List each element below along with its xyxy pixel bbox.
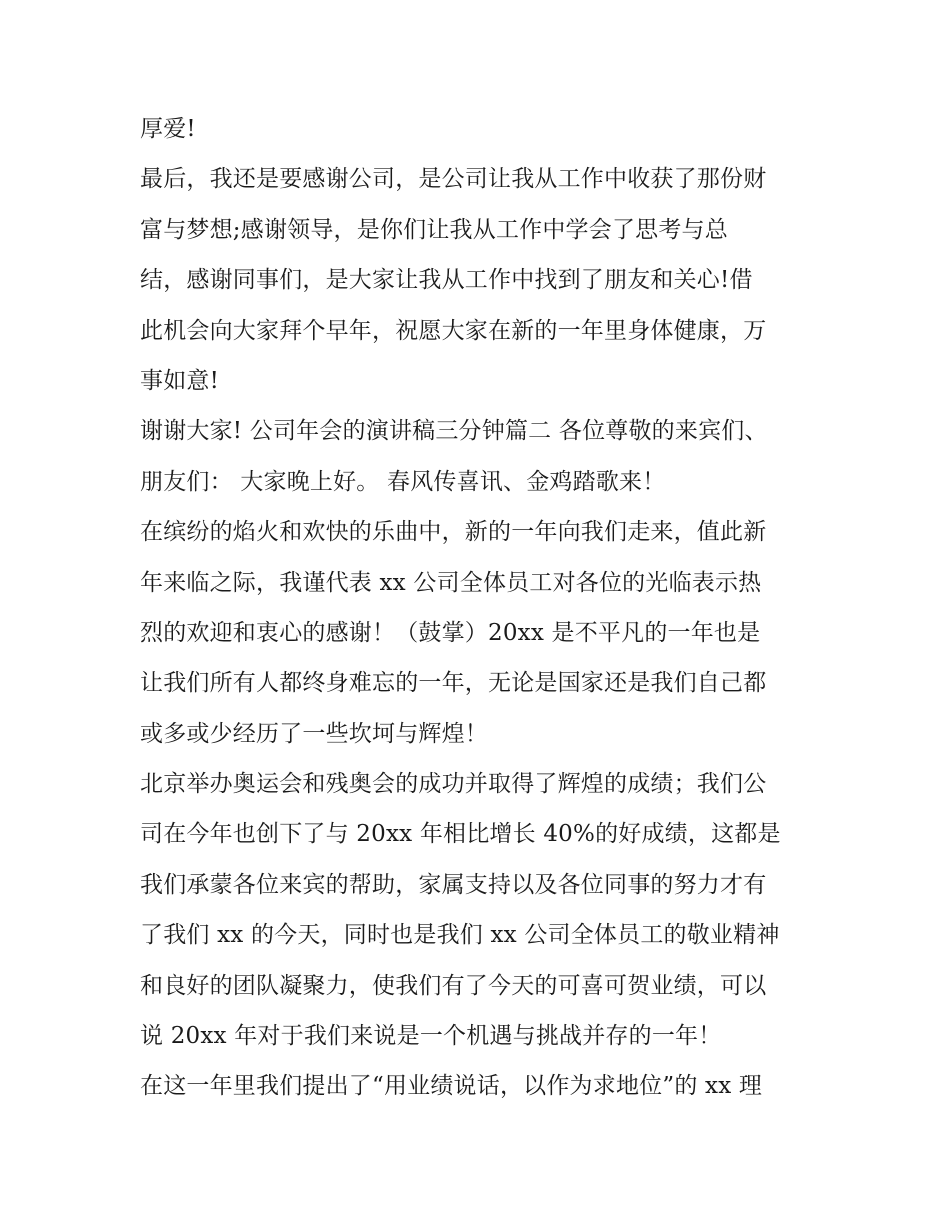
text-line: 司在今年也创下了与 20xx 年相比增长 40%的好成绩，这都是 xyxy=(140,821,781,848)
text-line: 在这一年里我们提出了“用业绩说话，以作为求地位”的 xx 理 xyxy=(140,1073,763,1100)
text-line: 烈的欢迎和衷心的感谢！（鼓掌）20xx 是不平凡的一年也是 xyxy=(140,619,761,646)
text-line: 年来临之际，我谨代表 xx 公司全体员工对各位的光临表示热 xyxy=(140,569,762,596)
text-line: 和良好的团队凝聚力，使我们有了今天的可喜可贺业绩，可以 xyxy=(140,972,767,999)
text-line: 朋友们： 大家晚上好。 春风传喜讯、金鸡踏歌来！ xyxy=(140,468,666,495)
text-line: 说 20xx 年对于我们来说是一个机遇与挑战并存的一年！ xyxy=(140,1023,722,1050)
text-line: 或多或少经历了一些坎坷与辉煌！ xyxy=(140,720,488,747)
text-line: 厚爱! xyxy=(140,116,196,142)
text-line: 事如意! xyxy=(140,367,220,394)
text-line: 此机会向大家拜个早年，祝愿大家在新的一年里身体健康，万 xyxy=(140,317,767,344)
text-line: 富与梦想;感谢领导，是你们让我从工作中学会了思考与总 xyxy=(140,216,728,243)
text-line: 北京举办奥运会和残奥会的成功并取得了辉煌的成绩；我们公 xyxy=(140,771,767,798)
text-line: 在缤纷的焰火和欢快的乐曲中，新的一年向我们走来，值此新 xyxy=(140,519,767,546)
text-line: 我们承蒙各位来宾的帮助，家属支持以及各位同事的努力才有 xyxy=(140,871,767,898)
text-line: 让我们所有人都终身难忘的一年，无论是国家还是我们自己都 xyxy=(140,670,767,697)
text-line: 谢谢大家! 公司年会的演讲稿三分钟篇二 各位尊敬的来宾们、 xyxy=(140,418,768,445)
document-body xyxy=(140,104,830,1112)
text-line: 最后，我还是要感谢公司，是公司让我从工作中收获了那份财 xyxy=(140,166,767,193)
text-line: 结，感谢同事们，是大家让我从工作中找到了朋友和关心!借 xyxy=(140,267,753,294)
text-line: 了我们 xx 的今天，同时也是我们 xx 公司全体员工的敬业精神 xyxy=(140,922,780,949)
